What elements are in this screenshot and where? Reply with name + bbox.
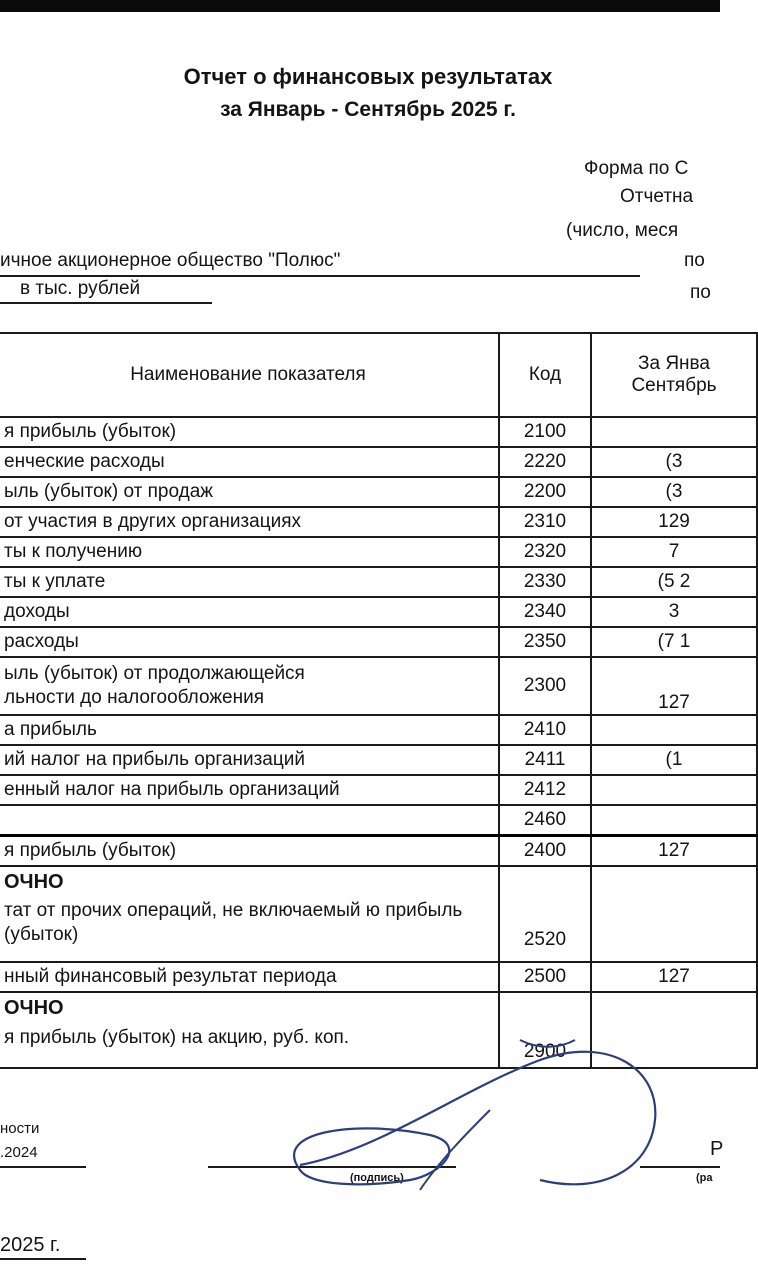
report-period: за Январь - Сентябрь 2025 г.: [220, 98, 516, 121]
header-name: Наименование показателя: [0, 333, 499, 417]
row-code: 2330: [499, 567, 591, 597]
row-value: 7: [591, 537, 757, 567]
footer-left-line2: .2024: [0, 1144, 38, 1161]
row-name: я прибыль (убыток): [0, 836, 499, 867]
organization-name: ичное акционерное общество "Полюс": [0, 250, 341, 271]
section-heading: ОЧНО: [4, 871, 64, 893]
row-2520-name: тат от прочих операций, не включаемый ю прибыль (убыток): [4, 900, 463, 945]
row-code: 2460: [499, 805, 591, 836]
row-value: (1: [591, 745, 757, 775]
row-code: 2500: [499, 962, 591, 992]
footer-date: 2025 г.: [0, 1234, 61, 1256]
row-value: (3: [591, 447, 757, 477]
row-code: 2520: [499, 866, 591, 962]
row-code: 2200: [499, 477, 591, 507]
footer-left-line1: ности: [0, 1120, 40, 1137]
row-name: ты к получению: [0, 537, 499, 567]
row-2900-name: я прибыль (убыток) на акцию, руб. коп.: [4, 1027, 350, 1048]
row-value: 127: [591, 962, 757, 992]
row-name: ий налог на прибыль организаций: [0, 745, 499, 775]
row-code: 2300: [499, 657, 591, 715]
row-code: 2220: [499, 447, 591, 477]
date-label: (число, меся: [566, 220, 679, 241]
row-code: 2411: [499, 745, 591, 775]
row-code: 2400: [499, 836, 591, 867]
row-name: доходы: [0, 597, 499, 627]
signature-caption: (подпись): [350, 1172, 404, 1184]
right-caption: (ра: [696, 1172, 713, 1184]
row-code: 2900: [499, 992, 591, 1068]
units-label: в тыс. рублей: [20, 278, 141, 299]
row-code: 2412: [499, 775, 591, 805]
form-label: Форма по С: [584, 158, 689, 179]
right-letter: Р: [710, 1138, 724, 1160]
row-value: 3: [591, 597, 757, 627]
report-title: Отчет о финансовых результатах: [183, 64, 553, 89]
row-code: 2320: [499, 537, 591, 567]
row-value: (5 2: [591, 567, 757, 597]
row-code: 2410: [499, 715, 591, 745]
row-value: 127: [591, 836, 757, 867]
row-name: от участия в других организациях: [0, 507, 499, 537]
header-code: Код: [499, 333, 591, 417]
row-name: а прибыль: [0, 715, 499, 745]
row-code: 2310: [499, 507, 591, 537]
section-heading: ОЧНО: [4, 997, 64, 1019]
row-name: расходы: [0, 627, 499, 657]
row-name: ыль (убыток) от продолжающейся льности до налогообложения: [0, 657, 499, 715]
header-value: За Янва Сентябрь: [591, 333, 757, 417]
row-value: 129: [591, 507, 757, 537]
row-value: 127: [591, 657, 757, 715]
row-name: я прибыль (убыток): [0, 417, 499, 447]
row-name: ыль (убыток) от продаж: [0, 477, 499, 507]
row-name: енный налог на прибыль организаций: [0, 775, 499, 805]
row-code: 2340: [499, 597, 591, 627]
row-name: ты к уплате: [0, 567, 499, 597]
row-name: енческие расходы: [0, 447, 499, 477]
row-value: (7 1: [591, 627, 757, 657]
row-code: 2350: [499, 627, 591, 657]
row-name: нный финансовый результат периода: [0, 962, 499, 992]
period-label: Отчетна: [620, 186, 694, 207]
row-value: (3: [591, 477, 757, 507]
po-label-1: по: [684, 250, 705, 271]
row-code: 2100: [499, 417, 591, 447]
po-label-2: по: [690, 282, 711, 303]
